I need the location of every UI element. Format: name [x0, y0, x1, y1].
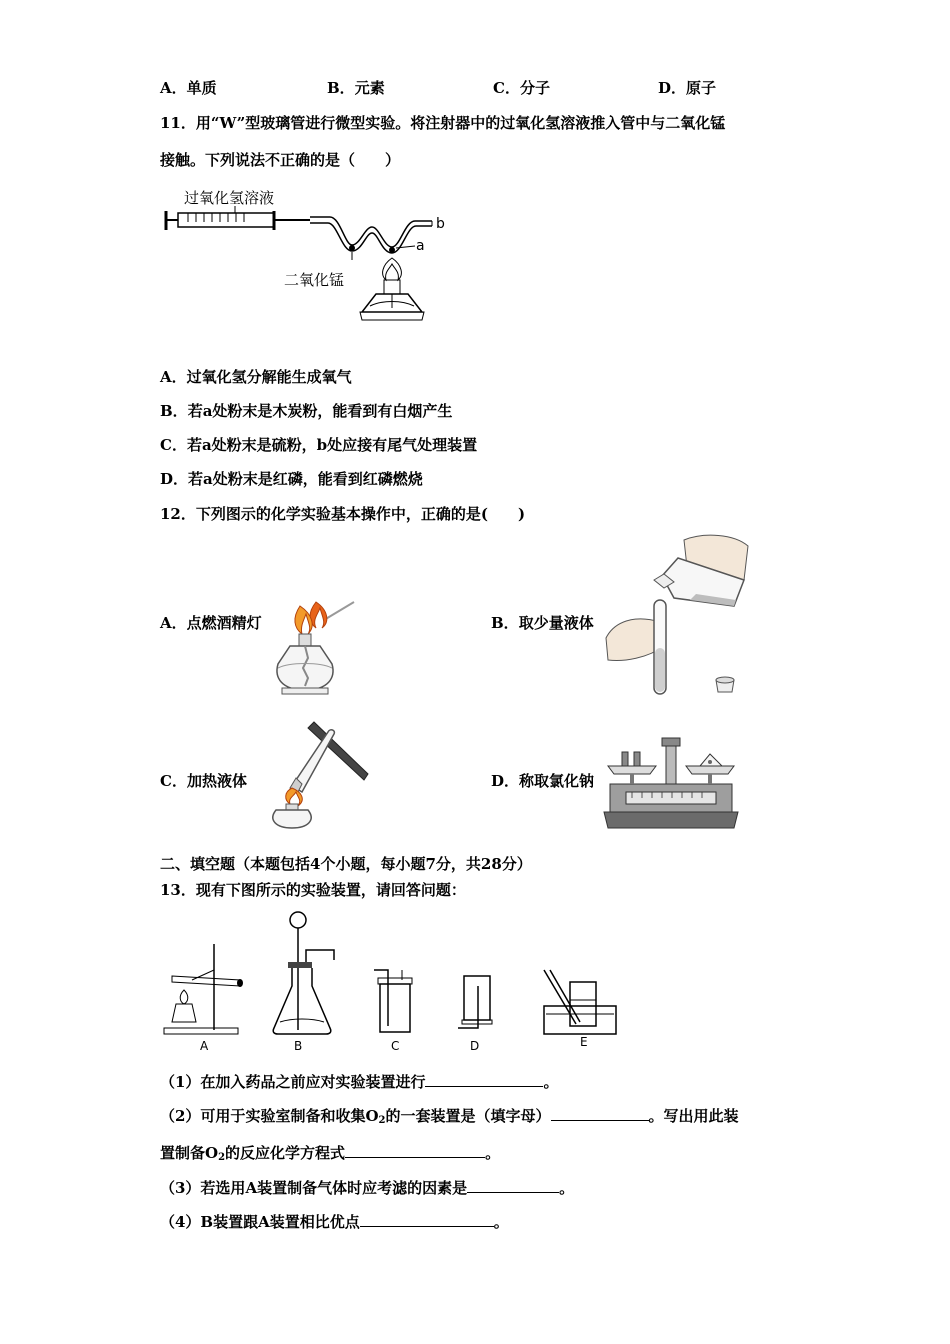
q12-option-c	[160, 770, 247, 791]
q10-option-b-text: 元素	[354, 79, 385, 97]
q13-stem: 13．现有下图所示的实验装置，请回答问题：	[160, 881, 466, 899]
q13-part3	[160, 1177, 574, 1198]
q12-option-d-letter: D．	[491, 772, 520, 790]
q13-part3-end: 。	[559, 1179, 575, 1197]
q11-option-d-letter: D．	[160, 470, 189, 488]
q11-option-d	[160, 468, 423, 489]
q13-part4-end: 。	[493, 1213, 509, 1231]
q13-part2-sub: 2	[378, 1115, 386, 1126]
q10-option-a-letter: A．	[160, 79, 187, 97]
q13-part2-text-c: 。写出用此装	[648, 1107, 739, 1125]
q13-part2-blank-b[interactable]	[345, 1143, 485, 1158]
apparatus-e	[544, 970, 616, 1049]
image-heating-liquid	[256, 722, 376, 830]
q12-option-b-letter: B．	[491, 614, 519, 632]
q10-option-a-text: 单质	[186, 79, 217, 97]
q10-option-b-letter: B．	[327, 79, 355, 97]
q12-option-a	[160, 612, 262, 633]
apparatus-c	[374, 970, 412, 1053]
q10-option-c-letter: C．	[493, 79, 520, 97]
q13-part2-line1	[160, 1105, 739, 1126]
q10-option-c-text: 分子	[519, 79, 550, 97]
q11-option-d-text: 若a处粉末是红磷，能看到红磷燃烧	[188, 470, 423, 488]
q13-part3-text: （3）若选用A装置制备气体时应考滤的因素是	[160, 1179, 468, 1197]
q10-option-a	[160, 77, 217, 98]
q13-part4-text: （4）B装置跟A装置相比优点	[160, 1213, 360, 1231]
q13-part2-line2-sub: 2	[218, 1152, 226, 1163]
q11-option-c-letter: C．	[160, 436, 187, 454]
q11-option-b	[160, 400, 452, 421]
q13-part4-blank[interactable]	[360, 1212, 494, 1227]
q10-option-d	[658, 77, 716, 98]
q13-part2-text-b: 的一套装置是（填字母）	[385, 1107, 551, 1125]
apparatus-e-label: E	[580, 1035, 588, 1049]
label-mno2: 二氧化锰	[284, 271, 345, 289]
label-b: b	[436, 216, 445, 232]
q10-option-d-text: 原子	[686, 79, 717, 97]
q11-option-a-letter: A．	[160, 368, 187, 386]
q13-part2-line2-a: 置制备O	[160, 1144, 219, 1162]
section-title: 二、填空题（本题包括4个小题，每小题7分，共28分）	[160, 855, 532, 873]
apparatus-d-label: D	[470, 1039, 480, 1053]
q13-part4	[160, 1211, 509, 1232]
apparatus-c-label: C	[391, 1039, 400, 1053]
q11-option-a	[160, 366, 352, 387]
q13-part2-line2-end: 。	[485, 1144, 501, 1162]
apparatus-a-label: A	[200, 1039, 209, 1053]
q13-part2-blank-a[interactable]	[551, 1106, 649, 1121]
q11-option-b-letter: B．	[160, 402, 188, 420]
q10-option-b	[327, 77, 385, 98]
image-balance	[602, 736, 740, 828]
q12-option-b-text: 取少量液体	[518, 614, 594, 632]
q10-option-c	[493, 77, 550, 98]
image-pouring-liquid	[604, 530, 752, 702]
q13-part2-text-a: （2）可用于实验室制备和收集O	[160, 1107, 379, 1125]
w-tube-figure	[160, 180, 460, 330]
q11-stem-line1: 11．用“W”型玻璃管进行微型实验。将注射器中的过氧化氢溶液推入管中与二氧化锰	[160, 114, 726, 132]
q12-option-d	[491, 770, 594, 791]
label-a: a	[416, 238, 425, 254]
q13-part2-line2	[160, 1142, 500, 1163]
apparatus-b	[273, 912, 334, 1053]
q13-part1-text: （1）在加入药品之前应对实验装置进行	[160, 1073, 426, 1091]
q13-part1-blank[interactable]	[425, 1072, 543, 1087]
q12-stem: 12．下列图示的化学实验基本操作中，正确的是( )	[160, 505, 526, 523]
q11-option-c	[160, 434, 477, 455]
apparatus-figure	[162, 910, 622, 1056]
q12-option-a-text: 点燃酒精灯	[186, 614, 262, 632]
q11-option-a-text: 过氧化氢分解能生成氧气	[186, 368, 352, 386]
q13-part2-line2-b: 的反应化学方程式	[225, 1144, 346, 1162]
q13-part3-blank[interactable]	[467, 1178, 559, 1193]
apparatus-a	[164, 944, 243, 1053]
q12-option-d-text: 称取氯化钠	[519, 772, 595, 790]
q12-option-b	[491, 612, 594, 633]
q12-option-a-letter: A．	[160, 614, 187, 632]
q11-stem-line2: 接触。下列说法不正确的是（ ）	[160, 151, 401, 169]
q13-part1	[160, 1071, 558, 1092]
q13-part1-end: 。	[543, 1073, 559, 1091]
label-h2o2: 过氧化氢溶液	[184, 189, 275, 207]
apparatus-d	[458, 976, 492, 1053]
q10-option-d-letter: D．	[658, 79, 687, 97]
image-lighting-lamp	[272, 598, 362, 700]
q12-option-c-letter: C．	[160, 772, 187, 790]
q11-option-b-text: 若a处粉末是木炭粉，能看到有白烟产生	[187, 402, 453, 420]
q11-option-c-text: 若a处粉末是硫粉，b处应接有尾气处理装置	[186, 436, 478, 454]
apparatus-b-label: B	[294, 1039, 303, 1053]
q12-option-c-text: 加热液体	[186, 772, 247, 790]
